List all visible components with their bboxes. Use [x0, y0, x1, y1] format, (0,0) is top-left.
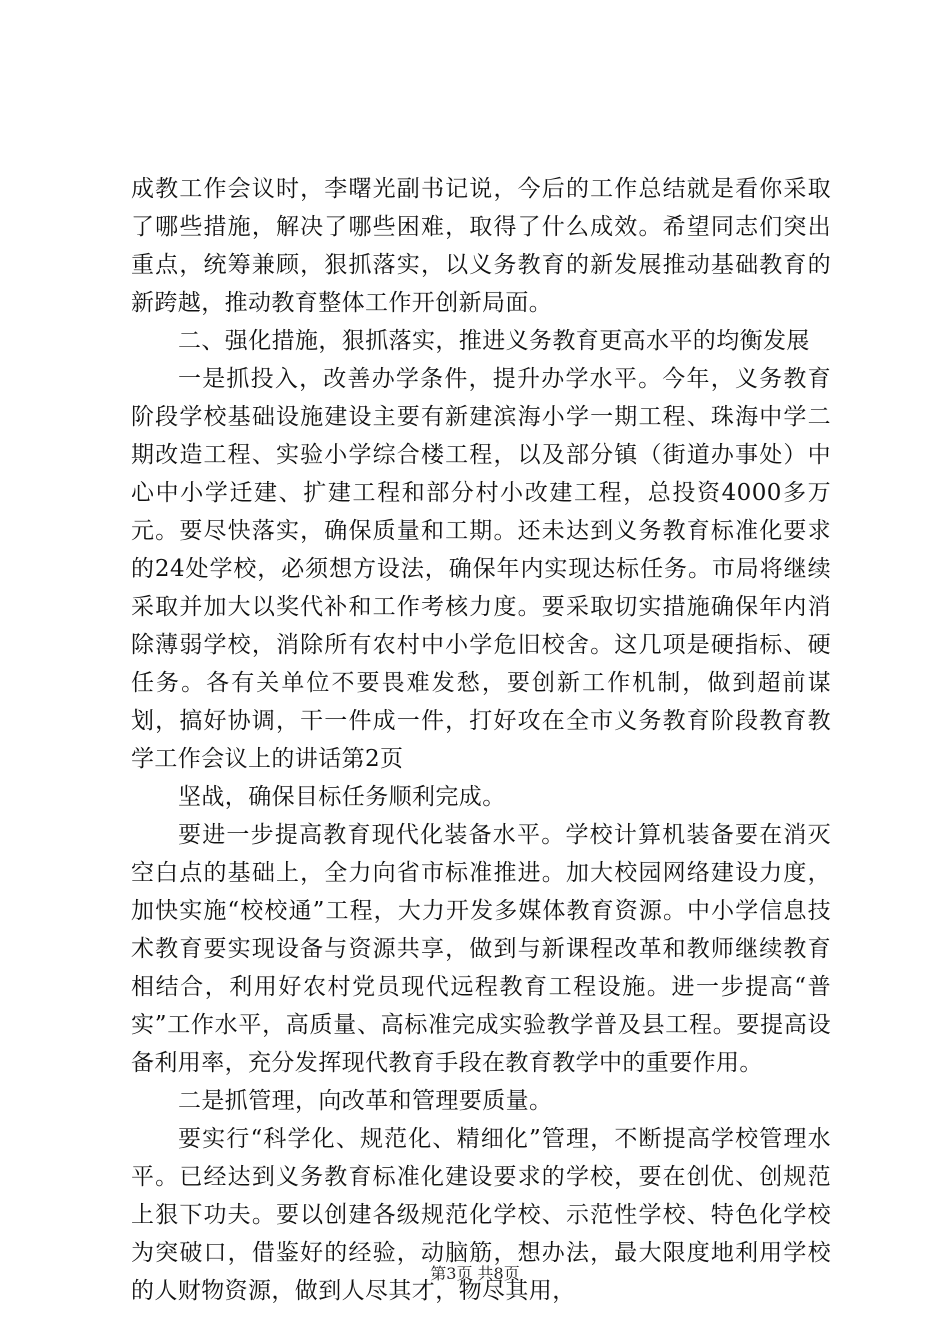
paragraph-management: 要实行“科学化、规范化、精细化”管理，不断提高学校管理水平。已经达到义务教育标准化建设要求的学校，要在创优、创规范上狠下功夫。要以创建各级规范化学校、示范性学校、特色化学校为突破口，借鉴好的经验，动脑筋，想办法，最大限度地利用学校的人财物资源，做到人尽其才，物尽其用，: [131, 1126, 831, 1304]
paragraph-equipment: 要进一步提高教育现代化装备水平。学校计算机装备要在消灭空白点的基础上，全力向省市标准推进。加大校园网络建设力度，加快实施“校校通”工程，大力开发多媒体教育资源。中小学信息技术教育要实现设备与资源共享，做到与新课程改革和教师继续教育相结合，利用好农村党员现代远程教育工程设施。进一步提高“普实”工作水平，高质量、高标准完成实验教学普及县工程。要提高设备利用率，充分发挥现代教育手段在教育教学中的重要作用。: [131, 822, 831, 1076]
paragraph-management-heading: 二是抓管理，向改革和管理要质量。: [178, 1088, 553, 1114]
paragraph-investment: 一是抓投入，改善办学条件，提升办学水平。今年，义务教育阶段学校基础设施建设主要有新建滨海小学一期工程、珠海中学二期改造工程、实验小学综合楼工程，以及部分镇（街道办事处）中心中小学迁建、扩建工程和部分村小改建工程，总投资4000多万元。要尽快落实，确保质量和工期。还未达到义务教育标准化要求的24处学校，必须想方设法，确保年内实现达标任务。市局将继续采取并加大以奖代补和工作考核力度。要采取切实措施确保年内消除薄弱学校，消除所有农村中小学危旧校舍。这几项是硬指标、硬任务。各有关单位不要畏难发愁，要创新工作机制，做到超前谋划，搞好协调，干一件成一件，打好攻在全市义务教育阶段教育教学工作会议上的讲话第2页: [131, 366, 831, 772]
paragraph-continuation: 成教工作会议时，李曙光副书记说，今后的工作总结就是看你采取了哪些措施，解决了哪些困难，取得了什么成效。希望同志们突出重点，统筹兼顾，狠抓落实，以义务教育的新发展推动基础教育的新跨越，推动教育整体工作开创新局面。: [131, 176, 831, 316]
section-heading: 二、强化措施，狠抓落实，推进义务教育更高水平的均衡发展: [178, 328, 810, 354]
page-footer: 第3页 共8页: [430, 1264, 520, 1283]
paragraph-tough-battle: 坚战，确保目标任务顺利完成。: [178, 784, 506, 810]
document-body: [131, 170, 831, 1310]
